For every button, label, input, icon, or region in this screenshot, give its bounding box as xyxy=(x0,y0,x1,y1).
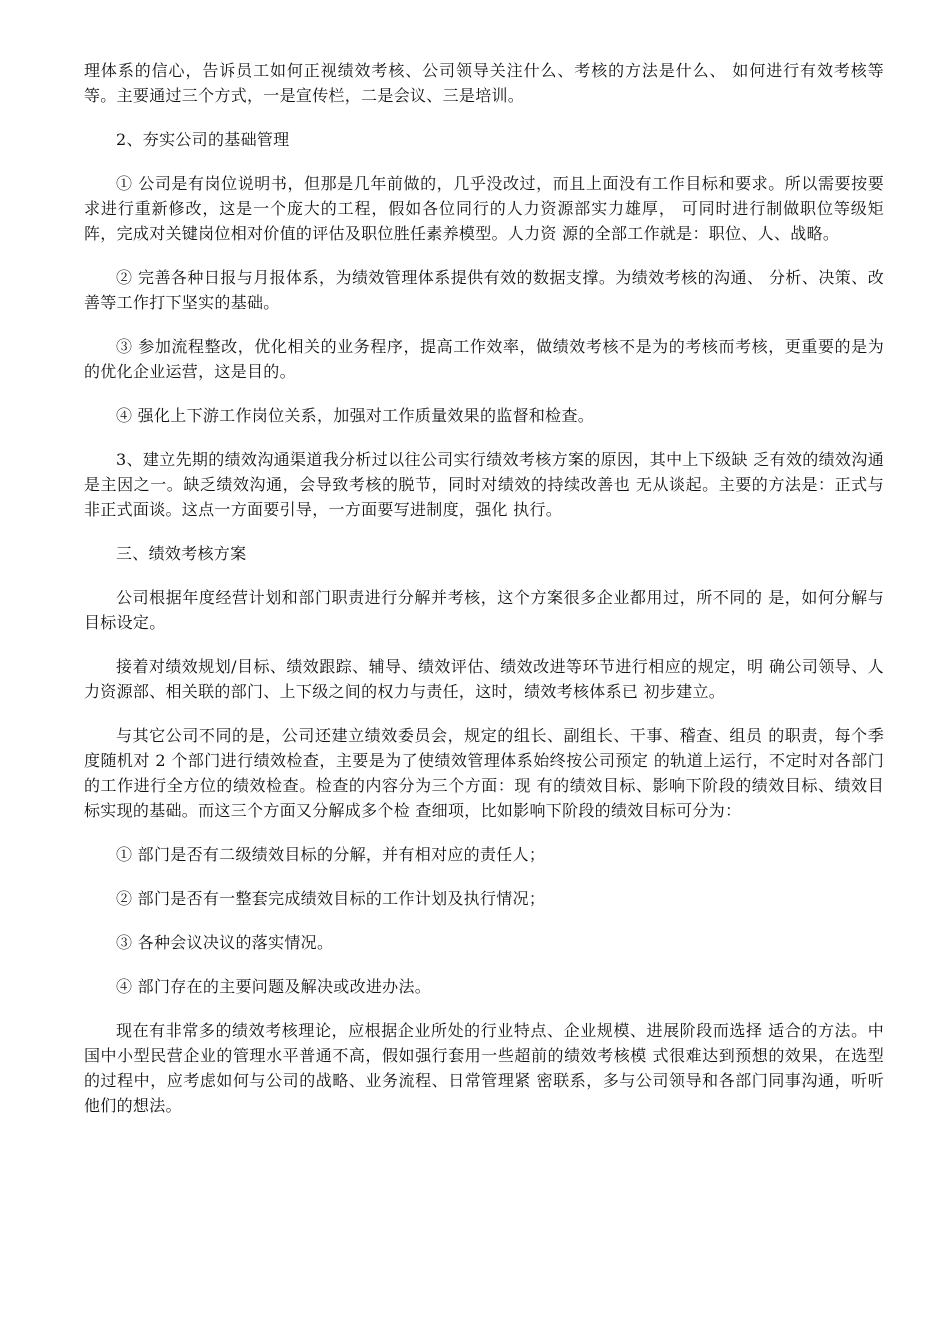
paragraph-item-1: ① 公司是有岗位说明书，但那是几年前做的，几乎没改过，而且上面没有工作目标和要求。所以需要按要求进行重新修改，这是一个庞大的工程，假如各位同行的人力资源部实力雄厚， 可同时进行制做职位等级矩阵，完成对关键岗位相对价值的评估及职位胜任素养模型。人力资 源的全部工作就是：职位、人、战略。 xyxy=(84,174,884,243)
document-page xyxy=(84,58,884,1137)
section-heading-2: 2、夯实公司的基础管理 xyxy=(116,130,290,149)
paragraph-section-3: 3、建立先期的绩效沟通渠道我分析过以往公司实行绩效考核方案的原因，其中上下级缺 乏有效的绩效沟通是主因之一。缺乏绩效沟通，会导致考核的脱节，同时对绩效的持续改善也 无从谈起。主要的方法是：正式与非正式面谈。这点一方面要引导，一方面要写进制度，强化 执行。 xyxy=(84,450,884,519)
paragraph-committee: 与其它公司不同的是，公司还建立绩效委员会，规定的组长、副组长、干事、稽查、组员 的职责，每个季度随机对 2 个部门进行绩效检查，主要是为了使绩效管理体系始终按公司预定 的轨道上运行，不定时对各部门的工作进行全方位的绩效检查。检查的内容分为三个方面：现 有的绩效目标、影响下阶段的绩效目标、绩效目标实现的基础。而这三个方面又分解成多个检 查细项，比如影响下阶段的绩效目标可分为： xyxy=(84,726,884,820)
list-item-3: ③ 各种会议决议的落实情况。 xyxy=(116,933,334,952)
paragraph-continuation: 理体系的信心，告诉员工如何正视绩效考核、公司领导关注什么、考核的方法是什么、 如何进行有效考核等等。主要通过三个方式，一是宣传栏，二是会议、三是培训。 xyxy=(84,61,884,105)
paragraph-conclusion: 现在有非常多的绩效考核理论，应根据企业所处的行业特点、企业规模、进展阶段而选择 适合的方法。中国中小型民营企业的管理水平普通不高，假如强行套用一些超前的绩效考核模 式很难达到预想的效果，在选型的过程中，应考虑如何与公司的战略、业务流程、日常管理紧 密联系，多与公司领导和各部门同事沟通，听听他们的想法。 xyxy=(84,1021,884,1115)
paragraph-item-4: ④ 强化上下游工作岗位关系，加强对工作质量效果的监督和检查。 xyxy=(116,406,595,425)
paragraph-item-3: ③ 参加流程整改，优化相关的业务程序，提高工作效率，做绩效考核不是为的考核而考核，更重要的是为的优化企业运营，这是目的。 xyxy=(84,337,884,381)
section-heading-three: 三、绩效考核方案 xyxy=(116,544,247,563)
list-item-1: ① 部门是否有二级绩效目标的分解，并有相对应的责任人； xyxy=(116,845,546,864)
list-item-2: ② 部门是否有一整套完成绩效目标的工作计划及执行情况； xyxy=(116,889,546,908)
list-item-4: ④ 部门存在的主要问题及解决或改进办法。 xyxy=(116,977,432,996)
paragraph-plan-intro: 公司根据年度经营计划和部门职责进行分解并考核，这个方案很多企业都用过，所不同的 是，如何分解与目标设定。 xyxy=(84,588,884,632)
paragraph-item-2: ② 完善各种日报与月报体系，为绩效管理体系提供有效的数据支撑。为绩效考核的沟通、 分析、决策、改善等工作打下坚实的基础。 xyxy=(84,268,884,312)
paragraph-plan-rules: 接着对绩效规划/目标、绩效跟踪、辅导、绩效评估、绩效改进等环节进行相应的规定，明 确公司领导、人力资源部、相关联的部门、上下级之间的权力与责任，这时，绩效考核体系已 初步建立。 xyxy=(84,657,884,701)
